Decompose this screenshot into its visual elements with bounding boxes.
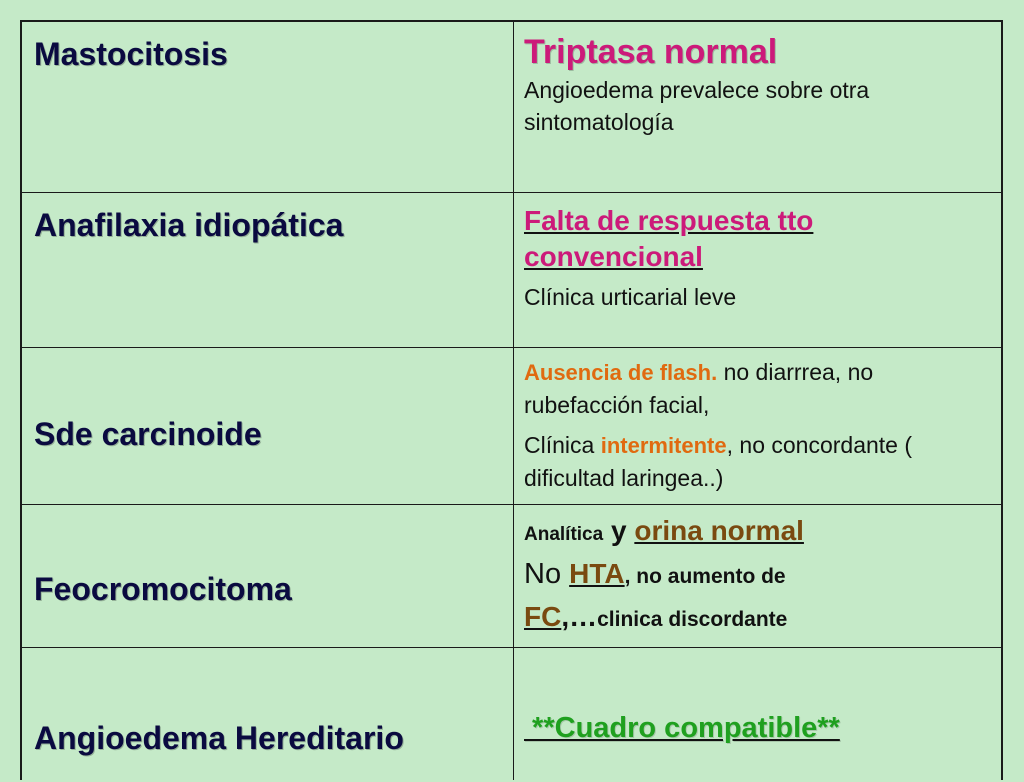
highlight-text: Ausencia de flash. [524, 360, 718, 385]
table-row-anafilaxia [22, 193, 1001, 348]
row-label: Anafilaxia idiopática [34, 207, 344, 243]
highlight-text: HTA [569, 558, 625, 589]
row-text: Clínica urticarial leve [524, 284, 737, 310]
row-text-1 [524, 356, 993, 421]
row-text: **Cuadro compatible** [524, 712, 840, 744]
row-label: Feocromocitoma [34, 571, 292, 607]
row-description [524, 32, 993, 138]
table-row-angioedema-hereditario [22, 648, 1001, 782]
text: Analítica [524, 524, 604, 545]
row-text-2 [524, 554, 993, 599]
row-description [524, 712, 993, 744]
row-label: Mastocitosis [34, 36, 228, 72]
table-row-carcinoide [22, 348, 1001, 505]
text: y [603, 515, 635, 546]
text: ,… [561, 601, 598, 632]
text: , no aumento de [624, 565, 786, 588]
text: clinica discordante [597, 608, 788, 631]
row-description [524, 513, 993, 640]
row-text-2 [524, 429, 993, 494]
text: no diarrrea, no rubefacción facial, [524, 359, 874, 418]
row-text-3 [524, 599, 993, 640]
text: Clínica [524, 432, 601, 458]
comparison-table [20, 20, 1003, 780]
table-row-feocromocitoma [22, 505, 1001, 648]
row-heading: Triptasa normal [524, 33, 778, 71]
highlight-text: intermitente [600, 433, 727, 458]
text: , no concordante ( dificultad laringea..) [524, 432, 913, 491]
row-description [524, 356, 993, 494]
row-label: Sde carcinoide [34, 416, 262, 452]
row-label: Angioedema Hereditario [34, 720, 404, 756]
table-row-mastocitosis [22, 22, 1001, 193]
row-text-1 [524, 513, 993, 554]
highlight-text: orina normal [634, 515, 804, 546]
row-description [524, 203, 993, 313]
row-heading: Falta de respuesta tto convencional [524, 205, 814, 272]
row-text: Angioedema prevalece sobre otra sintomatología [524, 77, 870, 135]
text: No [524, 558, 570, 590]
highlight-text: FC [524, 601, 562, 632]
